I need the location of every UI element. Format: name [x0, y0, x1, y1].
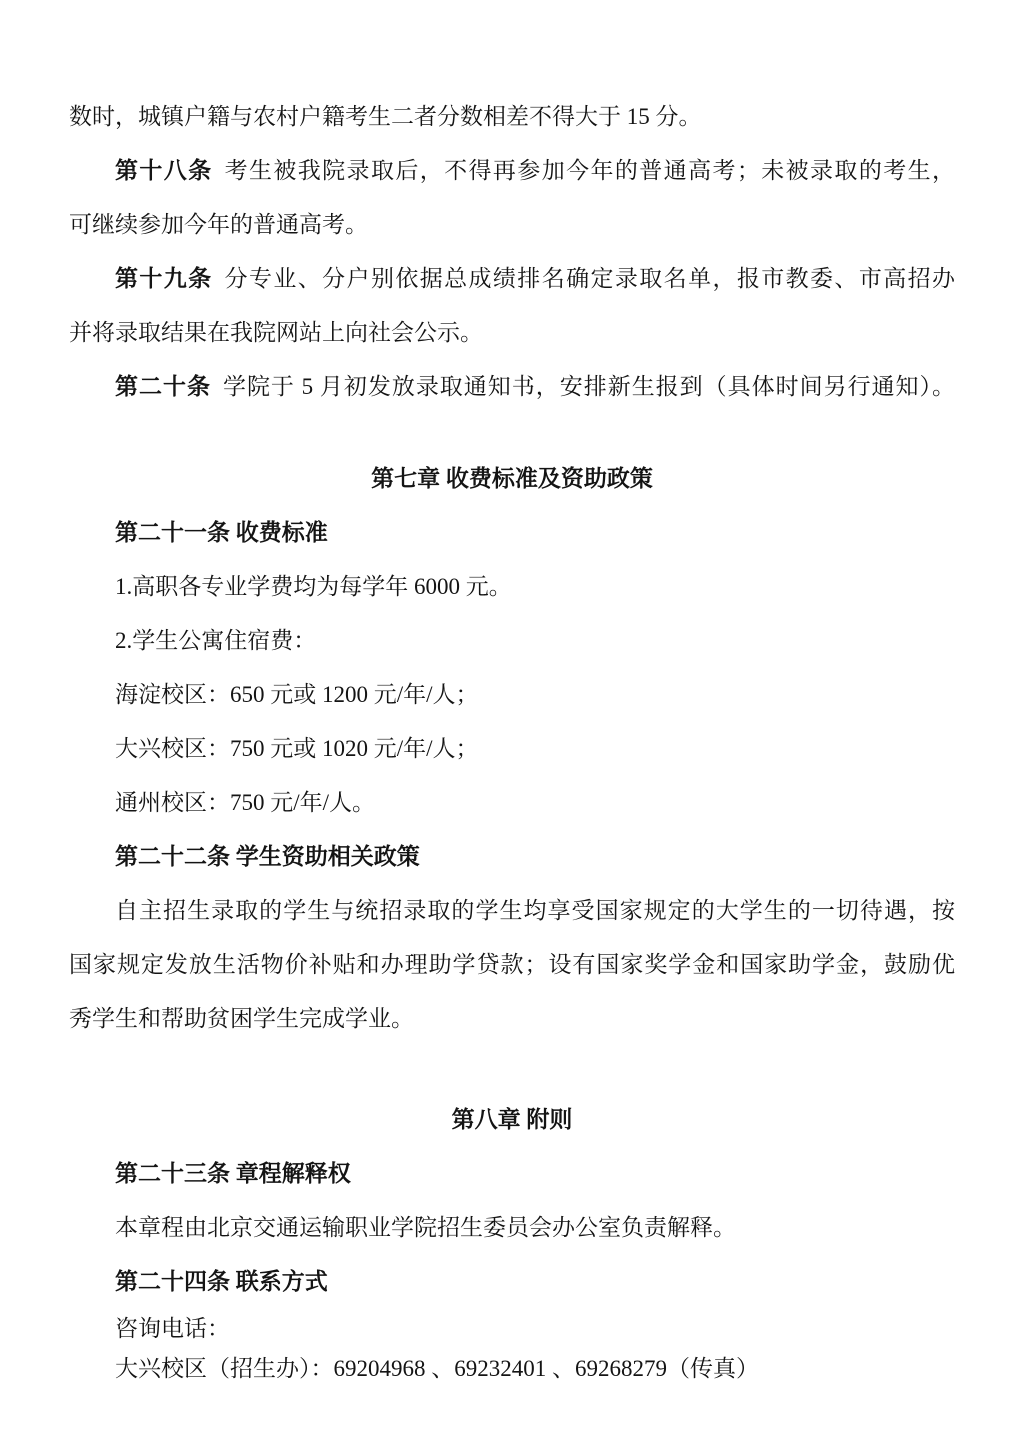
line-score-diff-cont: [69, 90, 955, 144]
article-label: 第二十一条 收费标准: [115, 520, 328, 545]
line-text: 海淀校区：650 元或 1200 元/年/人；: [115, 682, 479, 707]
article-label: 第十九条: [115, 266, 213, 291]
line-article-23: [69, 1147, 955, 1201]
chapter-title: 第七章 收费标准及资助政策: [371, 466, 653, 491]
line-article-18: [69, 144, 955, 198]
line-article-18-cont: [69, 198, 955, 252]
chapter-8-heading: [69, 1093, 955, 1147]
line-aid-policy-2: [69, 938, 955, 992]
line-text: 自主招生录取的学生与统招录取的学生均享受国家规定的大学生的一切待遇，按: [115, 898, 955, 923]
line-text: 考生被我院录取后，不得再参加今年的普通高考；未被录取的考生，: [224, 158, 956, 183]
line-text: 2.学生公寓住宿费：: [115, 628, 317, 653]
article-label: 第二十二条 学生资助相关政策: [115, 844, 420, 869]
article-label: 第二十四条 联系方式: [115, 1269, 328, 1294]
line-dorm-fee-intro: [69, 614, 955, 668]
article-label: 第十八条: [115, 158, 213, 183]
article-label: 第二十条: [115, 374, 211, 399]
line-haidian-fee: [69, 668, 955, 722]
line-text: 国家规定发放生活物价补贴和办理助学贷款；设有国家奖学金和国家助学金，鼓励优: [69, 952, 955, 977]
line-article-19: [69, 252, 955, 306]
chapter-7-heading: [69, 452, 955, 506]
line-tuition-fee: [69, 560, 955, 614]
line-article-19-cont: [69, 306, 955, 360]
line-article-21: [69, 506, 955, 560]
line-text: 数时，城镇户籍与农村户籍考生二者分数相差不得大于 15 分。: [69, 104, 702, 129]
line-article-22: [69, 830, 955, 884]
article-label: 第二十三条 章程解释权: [115, 1161, 351, 1186]
line-text: 秀学生和帮助贫困学生完成学业。: [69, 1006, 414, 1031]
line-text: 1.高职各专业学费均为每学年 6000 元。: [115, 574, 512, 599]
line-text: 咨询电话：: [115, 1316, 230, 1341]
line-text: 分专业、分户别依据总成绩排名确定录取名单，报市教委、市高招办: [224, 266, 956, 291]
line-article-20: [69, 360, 955, 414]
line-text: 学院于 5 月初发放录取通知书，安排新生报到（具体时间另行通知）。: [222, 374, 956, 399]
line-aid-policy-1: [69, 884, 955, 938]
line-daxing-phone: [69, 1349, 955, 1389]
chapter-title: 第八章 附则: [451, 1107, 573, 1132]
line-interpretation: [69, 1201, 955, 1255]
line-aid-policy-3: [69, 992, 955, 1046]
line-text: 通州校区：750 元/年/人。: [115, 790, 376, 815]
line-tongzhou-fee: [69, 776, 955, 830]
line-phone-label: [69, 1309, 955, 1349]
line-text: 大兴校区（招生办）：69204968 、69232401 、69268279（传真）: [115, 1356, 759, 1381]
line-daxing-fee: [69, 722, 955, 776]
line-text: 大兴校区：750 元或 1020 元/年/人；: [115, 736, 479, 761]
line-text: 可继续参加今年的普通高考。: [69, 212, 368, 237]
line-text: 本章程由北京交通运输职业学院招生委员会办公室负责解释。: [115, 1215, 736, 1240]
line-text: 并将录取结果在我院网站上向社会公示。: [69, 320, 483, 345]
line-article-24: [69, 1255, 955, 1309]
